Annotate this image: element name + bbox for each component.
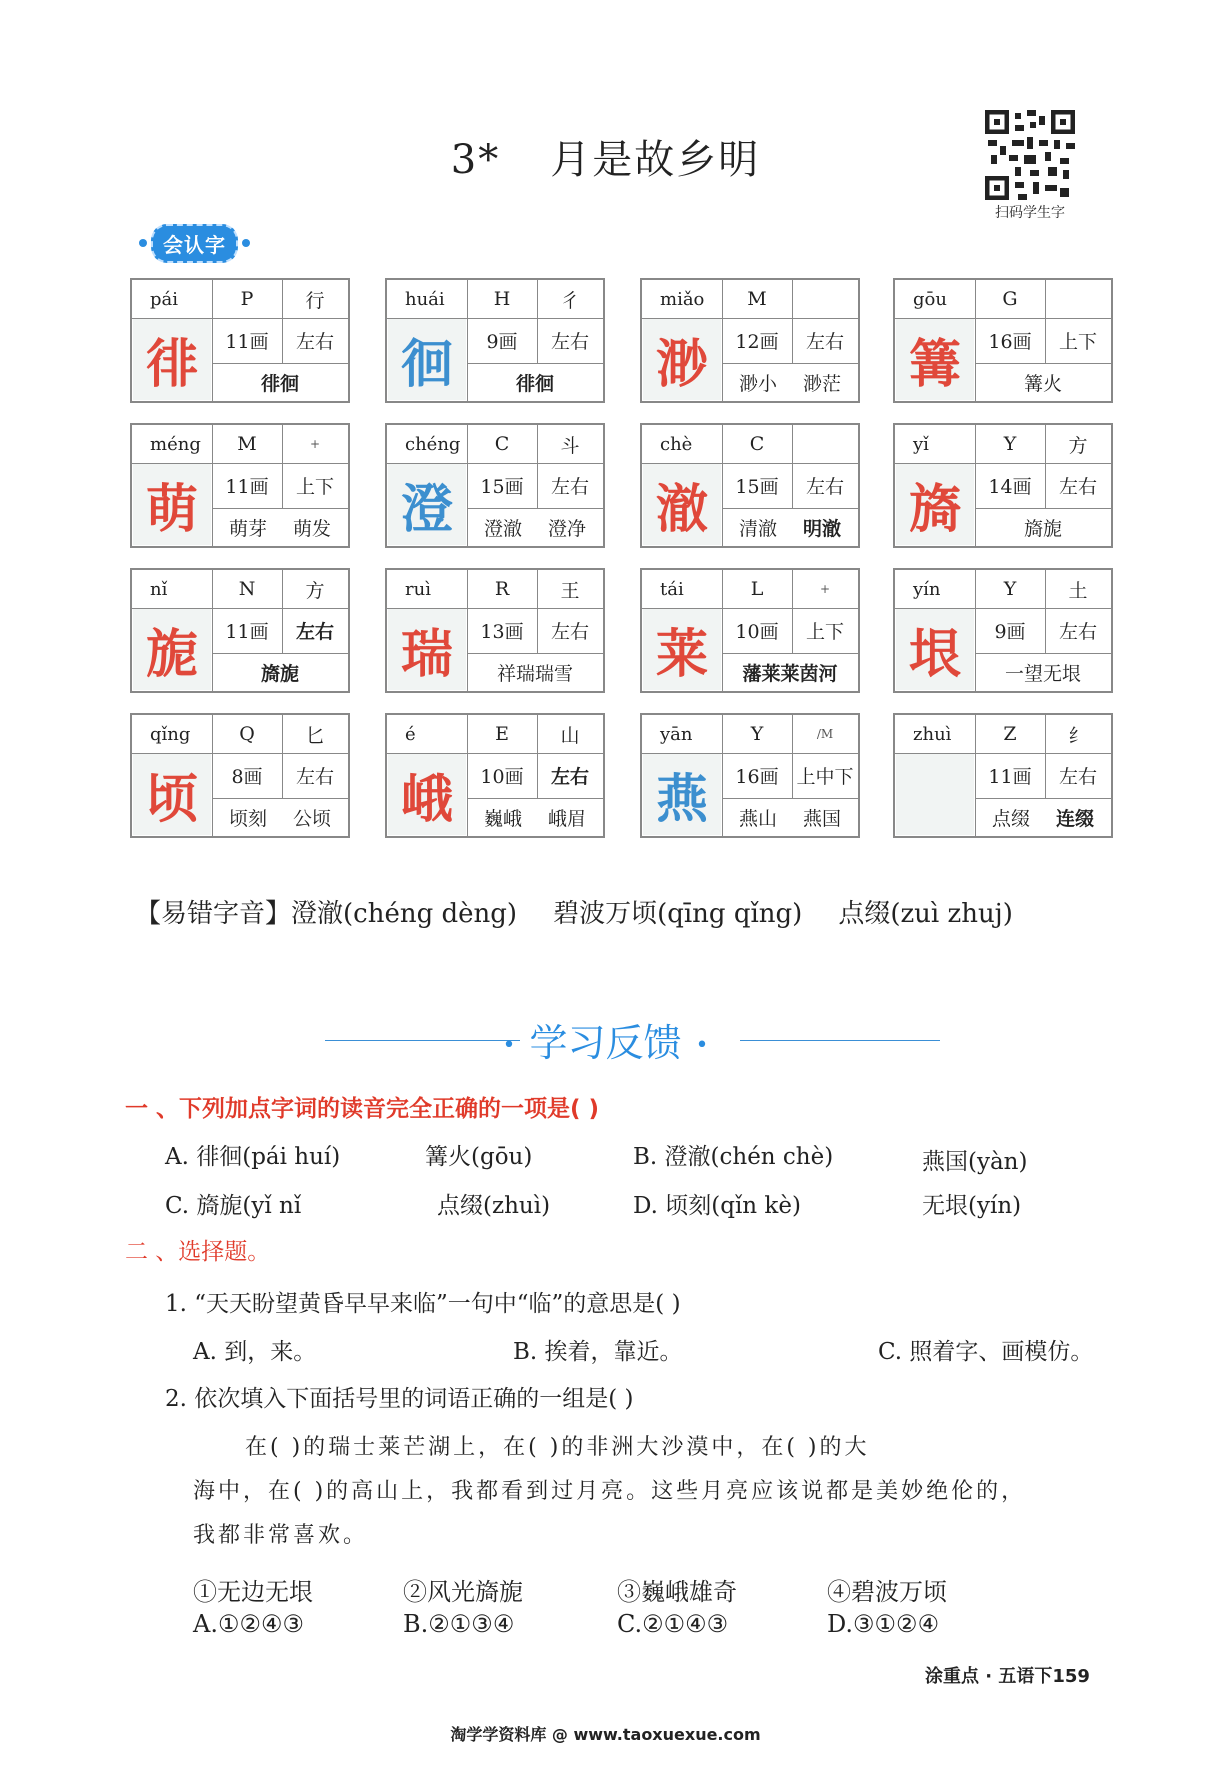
q2-sub1-option-a[interactable]: A. 到，来。 (193, 1339, 317, 1365)
card-radical: 纟 (1068, 724, 1088, 747)
card-strokes: 11画 (225, 621, 269, 643)
tip-item: 碧波万顷(qīng qǐng) (553, 899, 803, 929)
card-structure: 左右 (1058, 621, 1097, 643)
card-character: 峨 (388, 754, 466, 835)
card-initial: Y (1003, 578, 1017, 600)
card-structure: 左右 (550, 476, 589, 498)
card-structure: 左右 (295, 621, 334, 643)
character-card (640, 713, 860, 838)
card-strokes: 14画 (988, 476, 1032, 498)
card-words (975, 508, 1111, 546)
card-word: 燕山 (738, 807, 777, 830)
card-pinyin: pái (150, 288, 179, 310)
card-radical: 方 (305, 579, 325, 602)
card-initial: C (494, 433, 510, 455)
card-word: 徘徊 (260, 372, 299, 395)
character-card (385, 423, 605, 548)
q1-option-a-word: 篝火(gōu) (425, 1144, 533, 1170)
card-initial: H (493, 288, 511, 310)
card-structure: 左右 (550, 621, 589, 643)
card-word: 渺小 (738, 372, 777, 395)
card-initial: Y (750, 723, 764, 745)
card-pinyin: qǐng (150, 723, 191, 745)
card-word: 旖旎 (1023, 517, 1062, 540)
card-character: 澄 (388, 464, 466, 545)
card-word: 顷刻 (228, 807, 267, 830)
card-radical (792, 280, 858, 318)
question-1-heading: 一 、下列加点字词的读音完全正确的一项是( ) (125, 1096, 600, 1122)
card-strokes: 15画 (735, 476, 779, 498)
card-pinyin: yān (660, 723, 693, 745)
card-character: 旖 (896, 464, 974, 545)
q2-answer-b[interactable]: B.②①③④ (403, 1610, 515, 1638)
card-structure: 左右 (805, 331, 844, 353)
card-words (467, 363, 603, 401)
card-words (467, 508, 603, 546)
card-pinyin: é (405, 723, 416, 745)
card-structure: 上下 (295, 476, 334, 498)
card-radical: 行 (305, 289, 325, 312)
q1-option-c[interactable]: C. 旖旎(yǐ nǐ (165, 1193, 302, 1219)
card-initial: C (749, 433, 765, 455)
card-pinyin: chéng (405, 433, 461, 455)
tip-item: 点缀(zuì zhuj) (838, 899, 1013, 929)
card-word: 祥瑞瑞雪 (496, 662, 573, 685)
card-character: 徘 (133, 319, 211, 400)
card-word: 渺茫 (803, 372, 842, 395)
card-character: 瑞 (388, 609, 466, 690)
character-card (893, 713, 1113, 838)
card-structure: 上下 (1058, 331, 1097, 353)
card-words (975, 798, 1111, 836)
card-pinyin: yín (913, 578, 941, 600)
card-structure: 左右 (295, 766, 334, 788)
q2-sub1: 1. “天天盼望黄昏早早来临”一句中“临”的意思是( ) (165, 1291, 681, 1317)
qr-caption: 扫码学生字 (995, 205, 1065, 221)
q2-phrase: ①无边无垠 (193, 1578, 313, 1606)
card-strokes: 9画 (994, 621, 1026, 643)
bullet-icon: • (695, 1033, 709, 1058)
card-words (722, 798, 858, 836)
card-strokes: 15画 (480, 476, 524, 498)
card-words (212, 508, 348, 546)
q2-answer-c[interactable]: C.②①④③ (617, 1610, 729, 1638)
card-words (467, 653, 603, 691)
character-card (130, 713, 350, 838)
card-initial: P (240, 288, 254, 310)
card-initial: Z (1003, 723, 1017, 745)
badge-dot-icon (242, 239, 250, 247)
card-character: 萌 (133, 464, 211, 545)
card-words (212, 798, 348, 836)
section-title (0, 1012, 1211, 1067)
card-character: 顷 (133, 754, 211, 835)
card-initial: N (238, 578, 256, 600)
card-word: 点缀 (991, 807, 1030, 830)
card-character: 渺 (643, 319, 721, 400)
card-structure: 左右 (1058, 476, 1097, 498)
card-strokes: 10画 (480, 766, 524, 788)
card-radical: + (819, 582, 831, 596)
character-card (640, 423, 860, 548)
card-pinyin: chè (660, 433, 693, 455)
q1-option-b-word: 燕国(yàn) (922, 1149, 1028, 1175)
card-pinyin: nǐ (150, 578, 168, 600)
card-word: 澄净 (548, 517, 587, 540)
card-structure: 上下 (805, 621, 844, 643)
card-radical: 王 (560, 579, 580, 602)
card-initial: L (750, 578, 764, 600)
q1-option-d[interactable]: D. 顷刻(qǐn kè) (633, 1193, 801, 1219)
card-strokes: 11画 (225, 476, 269, 498)
character-card (130, 423, 350, 548)
card-strokes: 11画 (988, 766, 1032, 788)
character-card (893, 568, 1113, 693)
character-card (893, 278, 1113, 403)
card-words (722, 508, 858, 546)
q2-sub1-option-c[interactable]: C. 照着字、画模仿。 (878, 1339, 1094, 1365)
card-words (975, 653, 1111, 691)
card-words (722, 363, 858, 401)
card-word: 萌芽 (228, 517, 267, 540)
character-card (640, 278, 860, 403)
lesson-number: 3* (450, 137, 501, 183)
card-initial: Y (1003, 433, 1017, 455)
card-word: 清澈 (738, 517, 777, 540)
card-words (212, 363, 348, 401)
card-structure: 左右 (295, 331, 334, 353)
tip-item: 澄澈(chéng dèng) (291, 899, 518, 929)
character-card (640, 568, 860, 693)
card-strokes: 16画 (988, 331, 1032, 353)
lesson-title: 月是故乡明 (550, 137, 761, 183)
card-strokes: 16画 (735, 766, 779, 788)
card-word: 旖旎 (260, 662, 299, 685)
page-number: 涂重点 · 五语下159 (925, 1666, 1090, 1687)
card-radical: + (309, 437, 321, 451)
card-radical: 斗 (560, 434, 580, 457)
card-radical: 土 (1068, 579, 1088, 602)
character-card (130, 568, 350, 693)
card-radical: /M (816, 727, 834, 741)
card-word: 澄澈 (483, 517, 522, 540)
card-word: 连缀 (1056, 807, 1095, 830)
card-words (975, 363, 1111, 401)
card-pinyin: tái (660, 578, 684, 600)
card-structure: 左右 (550, 331, 589, 353)
q2-phrase: ③巍峨雄奇 (617, 1578, 737, 1606)
section-title-text: 学习反馈 (529, 1021, 682, 1065)
card-radical (1045, 280, 1111, 318)
card-strokes: 13画 (480, 621, 524, 643)
card-strokes: 9画 (486, 331, 518, 353)
card-character: 旎 (133, 609, 211, 690)
badge-label: 会认字 (151, 224, 238, 263)
character-card (130, 278, 350, 403)
card-character: 澈 (643, 464, 721, 545)
card-words (212, 653, 348, 691)
section-badge (135, 226, 254, 260)
footer-watermark[interactable]: 淘学学资料库 @ www.taoxuexue.com (450, 1725, 761, 1744)
card-word: 篝火 (1023, 372, 1062, 395)
question-2-heading: 二 、选择题。 (125, 1239, 271, 1265)
card-pinyin: zhuì (913, 723, 952, 745)
badge-dot-icon (139, 239, 147, 247)
q2-paragraph-line: 海中，在( )的高山上，我都看到过月亮。这些月亮应该说都是美妙绝伦的， (193, 1479, 1027, 1504)
pronunciation-tip (135, 893, 1049, 930)
q1-option-c-word: 点缀(zhuì) (437, 1193, 551, 1219)
card-character: 垠 (896, 609, 974, 690)
card-radical (792, 425, 858, 463)
qr-code-icon[interactable] (985, 110, 1075, 200)
card-word: 巍峨 (483, 807, 522, 830)
q2-phrase: ④碧波万顷 (827, 1578, 947, 1606)
q2-sub2: 2. 依次填入下面括号里的词语正确的一组是( ) (165, 1386, 634, 1412)
bullet-icon: • (502, 1033, 516, 1058)
character-card (893, 423, 1113, 548)
card-word: 公顷 (293, 807, 332, 830)
card-strokes: 8画 (231, 766, 263, 788)
character-card (385, 713, 605, 838)
q2-answer-d[interactable]: D.③①②④ (827, 1610, 940, 1638)
card-pinyin: gōu (913, 288, 947, 310)
q2-phrase: ②风光旖旎 (403, 1578, 523, 1606)
card-radical: 山 (560, 724, 580, 747)
card-character: 燕 (643, 754, 721, 835)
card-words (467, 798, 603, 836)
card-initial: M (747, 288, 767, 310)
card-structure: 左右 (1058, 766, 1097, 788)
card-radical: 匕 (305, 724, 325, 747)
card-words (722, 653, 858, 691)
q1-option-b[interactable]: B. 澄澈(chén chè) (633, 1144, 834, 1170)
card-initial: E (495, 723, 509, 745)
card-structure: 左右 (805, 476, 844, 498)
card-word: 藩莱莱茵河 (742, 662, 838, 685)
character-card (385, 568, 605, 693)
q2-sub1-option-b[interactable]: B. 挨着，靠近。 (513, 1339, 683, 1365)
card-initial: M (237, 433, 257, 455)
q2-answer-a[interactable]: A.①②④③ (193, 1610, 305, 1638)
card-word: 萌发 (293, 517, 332, 540)
character-card (385, 278, 605, 403)
card-character: 篝 (896, 319, 974, 400)
card-strokes: 10画 (735, 621, 779, 643)
card-word: 燕国 (803, 807, 842, 830)
card-structure: 左右 (550, 766, 589, 788)
card-word: 徘徊 (515, 372, 554, 395)
card-pinyin: méng (150, 433, 201, 455)
card-pinyin: ruì (405, 578, 431, 600)
card-initial: G (1002, 288, 1018, 310)
card-radical: 彳 (560, 289, 580, 312)
card-character: 徊 (388, 319, 466, 400)
card-radical: 方 (1068, 434, 1088, 457)
tip-label: 【易错字音】 (135, 899, 292, 929)
card-word: 明澈 (803, 517, 842, 540)
card-pinyin: huái (405, 288, 445, 310)
card-word: 一望无垠 (1004, 662, 1081, 685)
card-character: 莱 (643, 609, 721, 690)
card-word: 峨眉 (548, 807, 587, 830)
card-pinyin: miǎo (660, 288, 705, 310)
q2-paragraph-line: 在( )的瑞士莱芒湖上，在( )的非洲大沙漠中，在( )的大 (245, 1435, 870, 1460)
q1-option-d-word: 无垠(yín) (922, 1193, 1022, 1219)
card-structure: 上中下 (796, 766, 854, 788)
card-pinyin: yǐ (913, 433, 929, 455)
q1-option-a[interactable]: A. 徘徊(pái huí) (165, 1144, 341, 1170)
card-strokes: 11画 (225, 331, 269, 353)
q2-paragraph-line: 我都非常喜欢。 (193, 1523, 369, 1548)
card-initial: R (494, 578, 510, 600)
card-strokes: 12画 (735, 331, 779, 353)
card-initial: Q (239, 723, 255, 745)
card-character (896, 754, 974, 835)
